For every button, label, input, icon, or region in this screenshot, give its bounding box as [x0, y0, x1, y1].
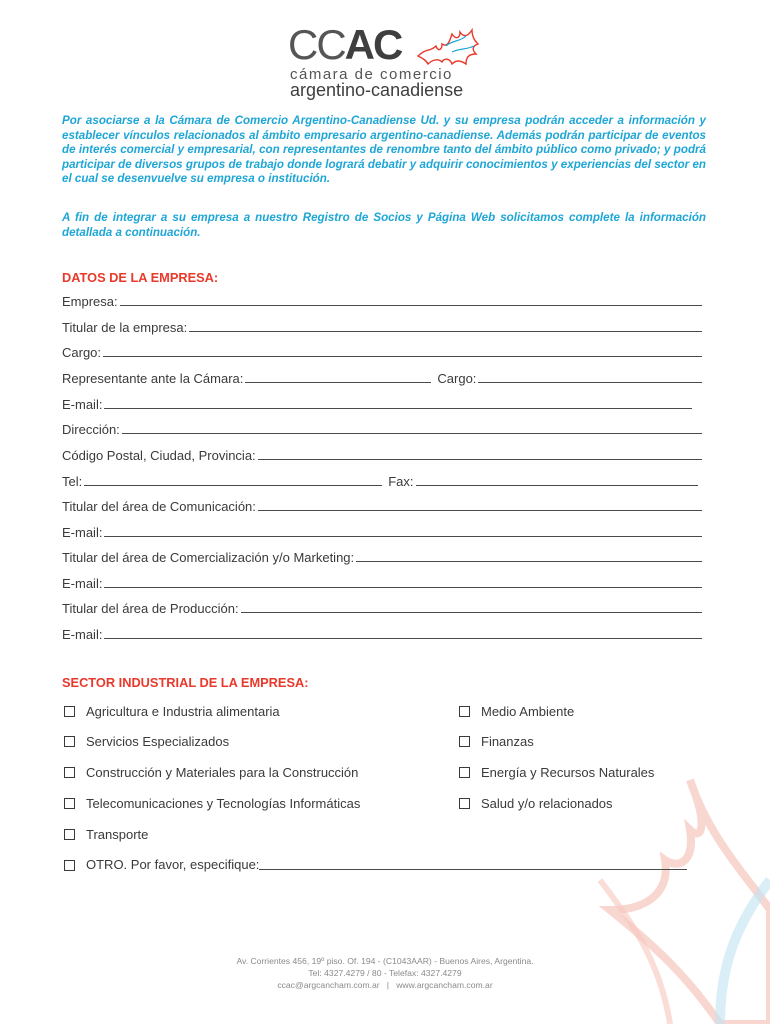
- email-line-1[interactable]: [104, 408, 692, 409]
- checkbox-salud-label: Salud y/o relacionados: [481, 796, 613, 811]
- checkbox-transporte[interactable]: [64, 827, 148, 842]
- checkbox-salud[interactable]: [459, 796, 613, 811]
- titular-comunicacion-field[interactable]: [62, 496, 702, 514]
- intro-paragraph-1: Por asociarse a la Cámara de Comercio Argentino-Canadiense Ud. y su empresa podrán acceder a información y establecer vínculos relacionados al ámbito empresario argentino-canadiense. Además podrán participar de eventos de interés comercial y empresarial, con representantes de renombre tanto del ámbito público como privado; y podrá participar de diversos grupos de trabajo donde logrará debatir y adquirir conocimientos y experiencias del sector en el cual se desenvuelve su empresa o institución.: [62, 114, 706, 185]
- email-field-1[interactable]: [62, 394, 692, 412]
- email-label-2: E-mail:: [62, 525, 103, 540]
- tel-label: Tel:: [62, 474, 83, 489]
- page-footer: [0, 955, 770, 991]
- checkbox-medio-ambiente[interactable]: [459, 704, 574, 719]
- intro-paragraph-2: A fin de integrar a su empresa a nuestro Registro de Socios y Página Web solicitamos complete la información detallada a continuación.: [62, 211, 706, 239]
- tel-line[interactable]: [84, 485, 382, 486]
- codigo-postal-line[interactable]: [258, 459, 702, 460]
- checkbox-square-icon[interactable]: [459, 767, 470, 778]
- checkbox-energia-label: Energía y Recursos Naturales: [481, 765, 655, 780]
- email-label-4: E-mail:: [62, 627, 103, 642]
- email-field-3[interactable]: [62, 573, 702, 591]
- checkbox-square-icon[interactable]: [64, 829, 75, 840]
- footer-contact: ccac@argcancham.com.ar | www.argcancham.com.ar: [277, 980, 493, 990]
- titular-comercializacion-label: Titular del área de Comercialización y/o Marketing:: [62, 550, 355, 565]
- email-label-3: E-mail:: [62, 576, 103, 591]
- company-section-title: DATOS DE LA EMPRESA:: [62, 270, 219, 285]
- checkbox-square-icon[interactable]: [459, 706, 470, 717]
- codigo-postal-label: Código Postal, Ciudad, Provincia:: [62, 448, 256, 463]
- empresa-label: Empresa:: [62, 294, 118, 309]
- titular-produccion-label: Titular del área de Producción:: [62, 601, 239, 616]
- titular-comunicacion-line[interactable]: [258, 510, 702, 511]
- titular-produccion-line[interactable]: [241, 612, 702, 613]
- direccion-field[interactable]: [62, 419, 702, 437]
- checkbox-square-icon[interactable]: [64, 860, 75, 871]
- fax-line[interactable]: [416, 485, 698, 486]
- titular-label: Titular de la empresa:: [62, 320, 188, 335]
- checkbox-construccion-label: Construcción y Materiales para la Construcción: [86, 765, 359, 780]
- checkbox-square-icon[interactable]: [64, 767, 75, 778]
- checkbox-energia[interactable]: [459, 765, 654, 780]
- logo-wordmark: CCAC: [288, 21, 402, 68]
- cargo-field[interactable]: [62, 342, 702, 360]
- checkbox-servicios-label: Servicios Especializados: [86, 734, 230, 749]
- checkbox-square-icon[interactable]: [64, 736, 75, 747]
- titular-comercializacion-field[interactable]: [62, 547, 702, 565]
- empresa-field[interactable]: [62, 291, 702, 309]
- ccac-logo: [288, 21, 488, 100]
- tel-fax-field[interactable]: [62, 471, 698, 489]
- representante-cargo-label: Cargo:: [437, 371, 477, 386]
- checkbox-square-icon[interactable]: [459, 798, 470, 809]
- representante-field[interactable]: [62, 368, 702, 386]
- cargo-label: Cargo:: [62, 345, 102, 360]
- email-field-2[interactable]: [62, 522, 702, 540]
- sector-section-title: SECTOR INDUSTRIAL DE LA EMPRESA:: [62, 675, 309, 690]
- direccion-line[interactable]: [122, 433, 702, 434]
- titular-produccion-field[interactable]: [62, 598, 702, 616]
- representante-label: Representante ante la Cámara:: [62, 371, 244, 386]
- titular-comercializacion-line[interactable]: [356, 561, 702, 562]
- checkbox-transporte-label: Transporte: [86, 827, 149, 842]
- cargo-line[interactable]: [103, 356, 702, 357]
- checkbox-square-icon[interactable]: [64, 798, 75, 809]
- checkbox-finanzas[interactable]: [459, 734, 534, 749]
- email-line-2[interactable]: [104, 536, 702, 537]
- otro-specify-line[interactable]: [259, 869, 687, 870]
- email-line-4[interactable]: [104, 638, 702, 639]
- email-label-1: E-mail:: [62, 397, 103, 412]
- checkbox-agricultura[interactable]: [64, 704, 280, 719]
- direccion-label: Dirección:: [62, 422, 120, 437]
- checkbox-finanzas-label: Finanzas: [481, 734, 534, 749]
- checkbox-servicios[interactable]: [64, 734, 229, 749]
- checkbox-telecomunicaciones-label: Telecomunicaciones y Tecnologías Informáticas: [86, 796, 361, 811]
- email-field-4[interactable]: [62, 624, 702, 642]
- checkbox-square-icon[interactable]: [64, 706, 75, 717]
- checkbox-telecomunicaciones[interactable]: [64, 796, 360, 811]
- footer-phone: Tel: 4327.4279 / 80 - Telefax: 4327.4279: [308, 968, 462, 978]
- checkbox-otro-label: OTRO. Por favor, especifique:: [86, 857, 260, 872]
- empresa-line[interactable]: [120, 305, 702, 306]
- representante-line[interactable]: [245, 382, 431, 383]
- fax-label: Fax:: [388, 474, 414, 489]
- checkbox-otro[interactable]: [64, 857, 687, 872]
- titular-field[interactable]: [62, 317, 702, 335]
- checkbox-agricultura-label: Agricultura e Industria alimentaria: [86, 704, 280, 719]
- maple-leaf-icon: [416, 26, 480, 66]
- checkbox-medio-ambiente-label: Medio Ambiente: [481, 704, 575, 719]
- logo-subtitle-camara: cámara de comercio: [290, 66, 453, 83]
- checkbox-square-icon[interactable]: [459, 736, 470, 747]
- titular-line[interactable]: [189, 331, 702, 332]
- codigo-postal-field[interactable]: [62, 445, 702, 463]
- checkbox-construccion[interactable]: [64, 765, 358, 780]
- representante-cargo-line[interactable]: [478, 382, 702, 383]
- logo-subtitle-argentino-canadiense: argentino-canadiense: [290, 80, 464, 100]
- email-line-3[interactable]: [104, 587, 702, 588]
- footer-address: Av. Corrientes 456, 19º piso. Of. 194 - (C1043AAR) - Buenos Aires, Argentina.: [236, 956, 534, 966]
- titular-comunicacion-label: Titular del área de Comunicación:: [62, 499, 256, 514]
